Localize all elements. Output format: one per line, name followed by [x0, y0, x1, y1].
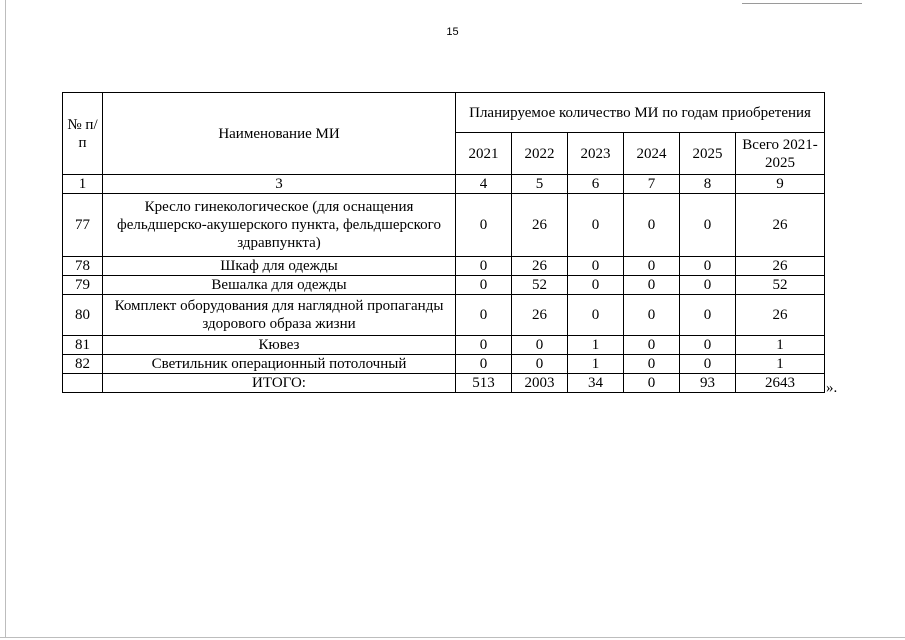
value-cell: 52: [736, 276, 825, 295]
item-name: Кювез: [103, 336, 456, 355]
value-cell: 26: [736, 194, 825, 257]
column-index-cell: 4: [456, 175, 512, 194]
header-row-top: [63, 93, 825, 133]
value-cell: 0: [680, 276, 736, 295]
value-cell: 0: [568, 276, 624, 295]
value-cell: 0: [624, 336, 680, 355]
value-cell: 0: [680, 295, 736, 336]
item-name: Вешалка для одежды: [103, 276, 456, 295]
value-cell: 0: [568, 194, 624, 257]
value-cell: 0: [624, 295, 680, 336]
total-value-cell: 2003: [512, 374, 568, 393]
row-number: 77: [63, 194, 103, 257]
value-cell: 0: [456, 257, 512, 276]
header-year-cell: 2025: [680, 133, 736, 175]
table-row: [63, 194, 825, 257]
value-cell: 0: [624, 194, 680, 257]
column-index-cell: 7: [624, 175, 680, 194]
value-cell: 26: [512, 295, 568, 336]
value-cell: 0: [512, 355, 568, 374]
row-number: 82: [63, 355, 103, 374]
value-cell: 0: [680, 257, 736, 276]
value-cell: 1: [568, 355, 624, 374]
scan-left-edge: [5, 0, 6, 638]
value-cell: 0: [624, 276, 680, 295]
equipment-table: [62, 92, 825, 393]
item-name: Комплект оборудования для наглядной пропаганды здорового образа жизни: [103, 295, 456, 336]
value-cell: 52: [512, 276, 568, 295]
column-index-cell: 8: [680, 175, 736, 194]
page-number: 15: [446, 26, 459, 38]
header-year-cell: 2022: [512, 133, 568, 175]
total-value-cell: 513: [456, 374, 512, 393]
table-row: [63, 295, 825, 336]
value-cell: 0: [512, 336, 568, 355]
value-cell: 0: [568, 257, 624, 276]
value-cell: 0: [624, 355, 680, 374]
column-index-row: [63, 175, 825, 194]
total-value-cell: 0: [624, 374, 680, 393]
value-cell: 26: [512, 257, 568, 276]
value-cell: 0: [680, 194, 736, 257]
value-cell: 0: [680, 355, 736, 374]
total-label: ИТОГО:: [103, 374, 456, 393]
table-row: [63, 355, 825, 374]
value-cell: 0: [456, 194, 512, 257]
item-name: Светильник операционный потолочный: [103, 355, 456, 374]
value-cell: 0: [456, 336, 512, 355]
header-num-cell: № п/п: [63, 93, 103, 175]
column-index-cell: 9: [736, 175, 825, 194]
closing-quote-mark: ».: [826, 380, 838, 396]
value-cell: 1: [736, 355, 825, 374]
value-cell: 26: [736, 295, 825, 336]
table-row: [63, 336, 825, 355]
header-year-cell: 2024: [624, 133, 680, 175]
header-name-cell: Наименование МИ: [103, 93, 456, 175]
value-cell: 26: [736, 257, 825, 276]
total-value-cell: 2643: [736, 374, 825, 393]
value-cell: 1: [736, 336, 825, 355]
scan-bottom-edge: [0, 637, 905, 638]
value-cell: 0: [680, 336, 736, 355]
column-index-cell: 3: [103, 175, 456, 194]
value-cell: 0: [456, 295, 512, 336]
value-cell: 0: [568, 295, 624, 336]
value-cell: 0: [456, 355, 512, 374]
column-index-cell: 6: [568, 175, 624, 194]
value-cell: 1: [568, 336, 624, 355]
header-planned-cell: Планируемое количество МИ по годам приобретения: [456, 93, 825, 133]
column-index-cell: 5: [512, 175, 568, 194]
value-cell: 0: [624, 257, 680, 276]
row-number: 81: [63, 336, 103, 355]
row-number: 78: [63, 257, 103, 276]
row-number: 80: [63, 295, 103, 336]
total-row: [63, 374, 825, 393]
table-row: [63, 276, 825, 295]
header-total-cell: Всего 2021-2025: [736, 133, 825, 175]
column-index-cell: 1: [63, 175, 103, 194]
total-value-cell: 93: [680, 374, 736, 393]
item-name: Шкаф для одежды: [103, 257, 456, 276]
table-row: [63, 257, 825, 276]
row-number: 79: [63, 276, 103, 295]
total-num-cell: [63, 374, 103, 393]
header-year-cell: 2021: [456, 133, 512, 175]
total-value-cell: 34: [568, 374, 624, 393]
scan-top-rule: [742, 3, 862, 4]
item-name: Кресло гинекологическое (для оснащения фельдшерско-акушерского пункта, фельдшерского здравпункта): [103, 194, 456, 257]
value-cell: 26: [512, 194, 568, 257]
value-cell: 0: [456, 276, 512, 295]
header-year-cell: 2023: [568, 133, 624, 175]
